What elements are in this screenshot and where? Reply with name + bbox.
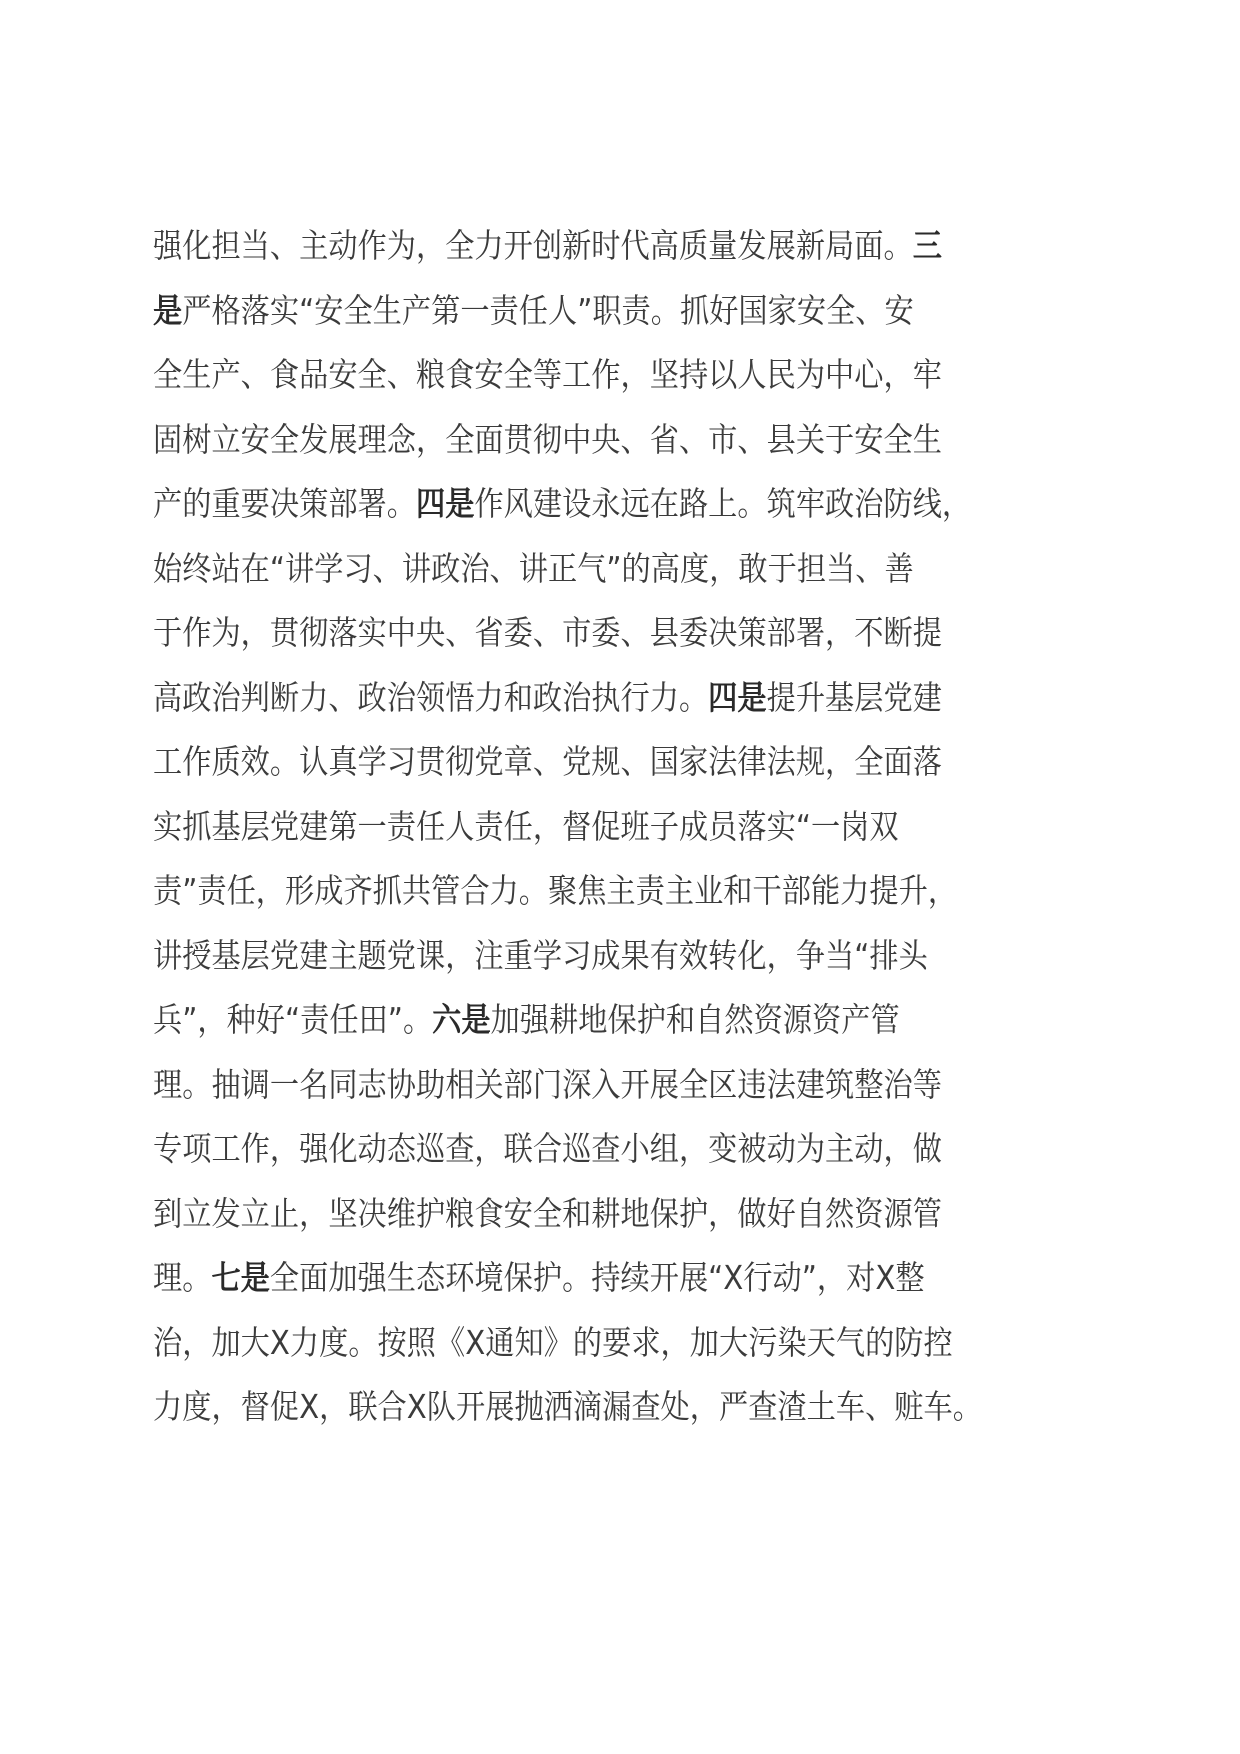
text-run: 理。抽调一名同志协助相关部门深入开展全区违法建筑整治等 — [153, 1064, 942, 1104]
text-line — [153, 214, 1003, 279]
text-line — [153, 730, 1003, 795]
bold-marker: 七是 — [211, 1258, 270, 1297]
text-line — [153, 1246, 1003, 1311]
bold-marker: 四是 — [708, 677, 767, 717]
text-run: 治，加大X力度。按照《X通知》的要求，加大污染天气的防控 — [153, 1322, 953, 1362]
text-run: 固树立安全发展理念，全面贯彻中央、省、市、县关于安全生 — [153, 419, 942, 459]
text-run: 作风建设永远在路上。筑牢政治防线， — [474, 484, 972, 523]
text-run: 始终站在“讲学习、讲政治、讲正气”的高度，敢于担当、善 — [153, 548, 914, 588]
text-run: 严格落实“安全生产第一责任人”职责。抓好国家安全、安 — [182, 290, 914, 330]
body-paragraph — [153, 214, 1113, 1440]
text-run: 责”责任，形成齐抓共管合力。聚焦主责主业和干部能力提升， — [153, 871, 958, 910]
text-line — [153, 988, 1003, 1053]
text-run: 高政治判断力、政治领悟力和政治执行力。 — [153, 677, 709, 717]
text-line — [153, 601, 1003, 666]
text-run: 专项工作，强化动态巡查，联合巡查小组，变被动为主动，做 — [153, 1129, 942, 1168]
bold-marker: 六是 — [432, 1000, 491, 1039]
text-line — [153, 472, 1003, 537]
text-run: 工作质效。认真学习贯彻党章、党规、国家法律法规，全面落 — [153, 742, 942, 781]
text-line — [153, 924, 1003, 989]
text-run: 全生产、食品安全、粮食安全等工作，坚持以人民为中心，牢 — [153, 355, 942, 394]
text-run: 全面加强生态环境保护。持续开展“X行动”，对X整 — [269, 1258, 925, 1297]
bold-marker: 三 — [912, 226, 942, 265]
text-run: 到立发立止，坚决维护粮食安全和耕地保护，做好自然资源管 — [153, 1193, 942, 1233]
text-run: 实抓基层党建第一责任人责任，督促班子成员落实“一岗双 — [153, 806, 899, 846]
text-run: 产的重要决策部署。 — [153, 484, 416, 523]
text-run: 提升基层党建 — [766, 677, 942, 717]
text-run: 力度，督促X，联合X队开展抛洒滴漏查处，严查渣土车、赃车。 — [153, 1387, 982, 1426]
bold-marker: 是 — [153, 290, 183, 330]
text-line — [153, 666, 1003, 731]
text-run: 加强耕地保护和自然资源资产管 — [490, 1000, 900, 1039]
text-run: 讲授基层党建主题党课，注重学习成果有效转化，争当“排头 — [153, 935, 928, 975]
text-run: 兵”，种好“责任田”。 — [153, 1000, 433, 1039]
text-line — [153, 859, 1003, 924]
text-line — [153, 343, 1003, 408]
text-run: 理。 — [153, 1258, 212, 1297]
text-line — [153, 408, 1003, 473]
text-line — [153, 537, 1003, 602]
bold-marker: 四是 — [415, 484, 475, 523]
text-line — [153, 1375, 1003, 1440]
text-run: 强化担当、主动作为，全力开创新时代高质量发展新局面。 — [153, 226, 913, 265]
text-line — [153, 1311, 1003, 1376]
text-line — [153, 1053, 1003, 1118]
text-line — [153, 795, 1003, 860]
text-line — [153, 1182, 1003, 1247]
text-line — [153, 279, 1003, 344]
text-run: 于作为，贯彻落实中央、省委、市委、县委决策部署，不断提 — [153, 613, 942, 652]
text-line — [153, 1117, 1003, 1182]
